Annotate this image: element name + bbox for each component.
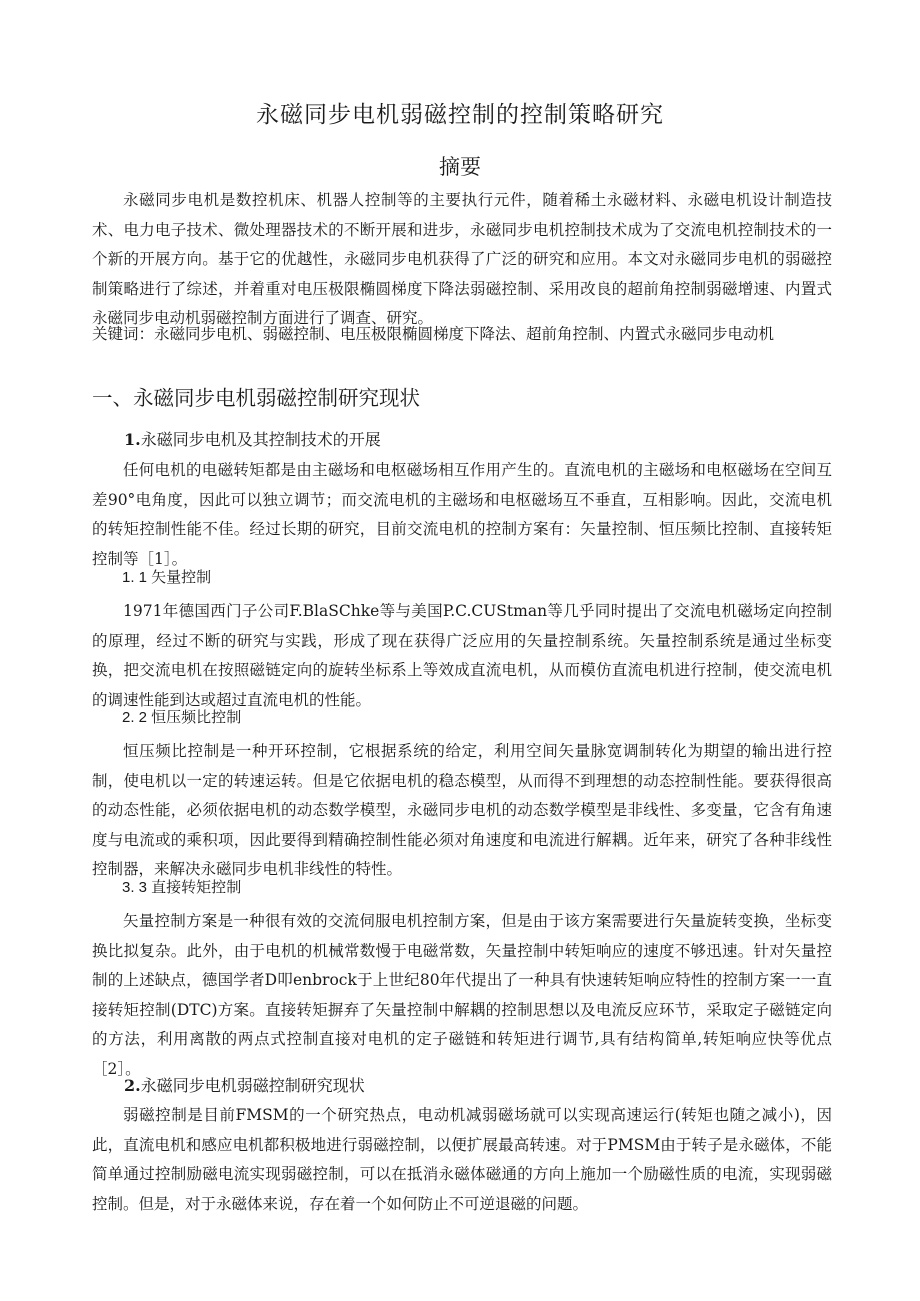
- subsection-2-number: 2.: [124, 1076, 141, 1095]
- abstract-body: 永磁同步电机是数控机床、机器人控制等的主要执行元件，随着稀土永磁材料、永磁电机设计制造技术、电力电子技术、微处理器技术的不断开展和进步，永磁同步电机控制技术成为了交流电机控制技术的一个新的开展方向。基于它的优越性，永磁同步电机获得了广泛的研究和应用。本文对永磁同步电机的弱磁控制策略进行了综述，并着重对电压极限椭圆梯度下降法弱磁控制、采用改良的超前角控制弱磁增速、内置式永磁同步电动机弱磁控制方面进行了调查、研究。: [92, 191, 832, 328]
- item-dtc-body: 矢量控制方案是一种很有效的交流伺服电机控制方案，但是由于该方案需要进行矢量旋转变换，坐标变换比拟复杂。此外，由于电机的机械常数慢于电磁常数，矢量控制中转矩响应的速度不够迅速。针对矢量控制的上述缺点，德国学者D叩enbrock于上世纪80年代提出了一种具有快速转矩响应特性的控制方案一一直接转矩控制(DTC)方案。直接转矩摒弃了矢量控制中解耦的控制思想以及电流反应环节，采取定子磁链定向的方法，利用离散的两点式控制直接对电机的定子磁链和转矩进行调节,具有结构简单,转矩响应快等优点［2］。: [92, 912, 832, 1078]
- item-vf-control-body: 恒压频比控制是一种开环控制，它根据系统的给定，利用空间矢量脉宽调制转化为期望的输出进行控制，使电机以一定的转速运转。但是它依据电机的稳态模型，从而得不到理想的动态控制性能。要获得很高的动态性能，必须依据电机的动态数学模型，永磁同步电机的动态数学模型是非线性、多变量，它含有角速度与电流或的乘积项，因此要得到精确控制性能必须对角速度和电流进行解耦。近年来，研究了各种非线性控制器，来解决永磁同步电机非线性的特性。: [92, 742, 832, 879]
- subsection-1-number: 1.: [124, 430, 141, 449]
- subsection-2-title: 永磁同步电机弱磁控制研究现状: [140, 1076, 365, 1095]
- item-vf-control-heading: 2. 2 恒压频比控制: [122, 709, 242, 726]
- item-dtc-heading: 3. 3 直接转矩控制: [122, 879, 242, 896]
- subsection-2-body: 弱磁控制是目前FMSM的一个研究热点，电动机减弱磁场就可以实现高速运行(转矩也随之减小)，因此，直流电机和感应电机都积极地进行弱磁控制，以便扩展最高转速。对于PMSM由于转子是永磁体，不能简单通过控制励磁电流实现弱磁控制，可以在抵消永磁体磁通的方向上施加一个励磁性质的电流，实现弱磁控制。但是，对于永磁体来说，存在着一个如何防止不可逆退磁的问题。: [92, 1106, 832, 1213]
- subsection-1-heading: [92, 426, 864, 454]
- item-vector-control-heading: 1. 1 矢量控制: [122, 569, 212, 586]
- abstract-heading: 摘要: [439, 155, 481, 179]
- keywords: 关键词：永磁同步电机、弱磁控制、电压极限椭圆梯度下降法、超前角控制、内置式永磁同步电动机: [92, 325, 775, 343]
- paper-title: 永磁同步电机弱磁控制的控制策略研究: [256, 102, 664, 128]
- item-vector-control-body: 1971年德国西门子公司F.BlaSChke等与美国P.C.CUStman等几乎同时提出了交流电机磁场定向控制的原理，经过不断的研究与实践，形成了现在获得广泛应用的矢量控制系统。矢量控制系统是通过坐标变换，把交流电机在按照磁链定向的旋转坐标系上等效成直流电机，从而模仿直流电机进行控制，使交流电机的调速性能到达或超过直流电机的性能。: [92, 602, 832, 709]
- section-1-heading: 一、永磁同步电机弱磁控制研究现状: [92, 386, 420, 410]
- subsection-2-heading: [92, 1072, 864, 1100]
- subsection-1-body: 任何电机的电磁转矩都是由主磁场和电枢磁场相互作用产生的。直流电机的主磁场和电枢磁场在空间互差90°电角度，因此可以独立调节；而交流电机的主磁场和电枢磁场互不垂直，互相影响。因此，交流电机的转矩控制性能不佳。经过长期的研究，目前交流电机的控制方案有：矢量控制、恒压频比控制、直接转矩控制等［1］。: [92, 461, 832, 568]
- subsection-1-title: 永磁同步电机及其控制技术的开展: [140, 430, 381, 449]
